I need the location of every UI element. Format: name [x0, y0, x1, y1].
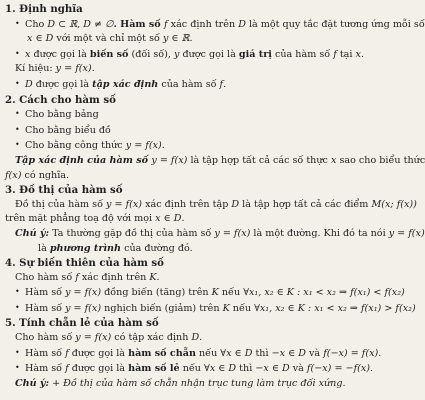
definition-line-2: x ∈ D với một và chỉ một số y ∈ ℝ.: [27, 33, 193, 45]
bullet-icon: •: [15, 140, 20, 150]
odd-function-line: • Hàm số f được gọi là hàm số lẻ nếu ∀x ∈ D thì −x ∈ D và f(−x) = −f(x).: [15, 363, 374, 375]
definition-line-3: • x được gọi là biến số (đối số), y được gọi là giá trị của hàm số f tại x.: [15, 48, 364, 60]
section-heading-monotonicity: 4. Sự biến thiên của hàm số: [5, 257, 164, 270]
domain-remark-line-1: Tập xác định của hàm số y = f(x) là tập hợp tất cả các số thực x sao cho biểu thức: [15, 154, 425, 166]
list-item: • Cho bằng công thức y = f(x).: [15, 140, 165, 152]
even-function-line: • Hàm số f được gọi là hàm số chẵn nếu ∀x ∈ D thì −x ∈ D và f(−x) = f(x).: [15, 347, 382, 359]
graph-line-1: Đồ thị của hàm số y = f(x) xác định trên tập D là tập hợp tất cả các điểm M(x; f(x)): [15, 198, 417, 210]
parity-note-line: Chú ý: + Đồ thị của hàm số chẵn nhận trục tung làm trục đối xứng.: [15, 377, 346, 389]
section-heading-ways: 2. Cách cho hàm số: [5, 93, 116, 106]
increasing-line: • Hàm số y = f(x) đồng biến (tăng) trên K nếu ∀x₁, x₂ ∈ K : x₁ < x₂ ⇒ f(x₁) < f(x₂): [15, 287, 405, 299]
parity-intro: Cho hàm số y = f(x) có tập xác định D.: [15, 332, 203, 344]
domain-remark-line-2: f(x) có nghĩa.: [5, 169, 70, 181]
definition-line-1: • Cho D ⊂ ℝ, D ≠ ∅. Hàm số f xác định trên D là một quy tắc đặt tương ứng mỗi số: [15, 18, 425, 30]
section-heading-definition: 1. Định nghĩa: [5, 3, 83, 15]
bullet-icon: •: [15, 78, 20, 88]
section-heading-parity: 5. Tính chẵn lẻ của hàm số: [5, 317, 159, 330]
notation-line: Kí hiệu: y = f(x).: [15, 63, 95, 75]
bullet-icon: •: [15, 363, 20, 373]
monotonicity-intro: Cho hàm số f xác định trên K.: [15, 271, 160, 283]
graph-note-line-1: Chú ý: Ta thường gặp đồ thị của hàm số y = f(x) là một đường. Khi đó ta nói y = f(x): [15, 227, 425, 239]
graph-note-line-2: là phương trình của đường đó.: [38, 242, 193, 254]
list-item: • Cho bằng biểu đồ: [15, 124, 111, 136]
bullet-icon: •: [15, 287, 20, 297]
domain-line: • D được gọi là tập xác định của hàm số f.: [15, 78, 227, 90]
bullet-icon: •: [15, 124, 20, 134]
bullet-icon: •: [15, 109, 20, 119]
section-heading-graph: 3. Đồ thị của hàm số: [5, 184, 123, 197]
graph-line-2: trên mặt phẳng toạ độ với mọi x ∈ D.: [5, 213, 185, 225]
bullet-icon: •: [15, 48, 20, 58]
decreasing-line: • Hàm số y = f(x) nghịch biến (giảm) trên K nếu ∀x₁, x₂ ∈ K : x₁ < x₂ ⇒ f(x₁) > f(x₂): [15, 302, 416, 314]
list-item: • Cho bằng bảng: [15, 109, 99, 121]
bullet-icon: •: [15, 18, 20, 28]
bullet-icon: •: [15, 347, 20, 357]
bullet-icon: •: [15, 302, 20, 312]
